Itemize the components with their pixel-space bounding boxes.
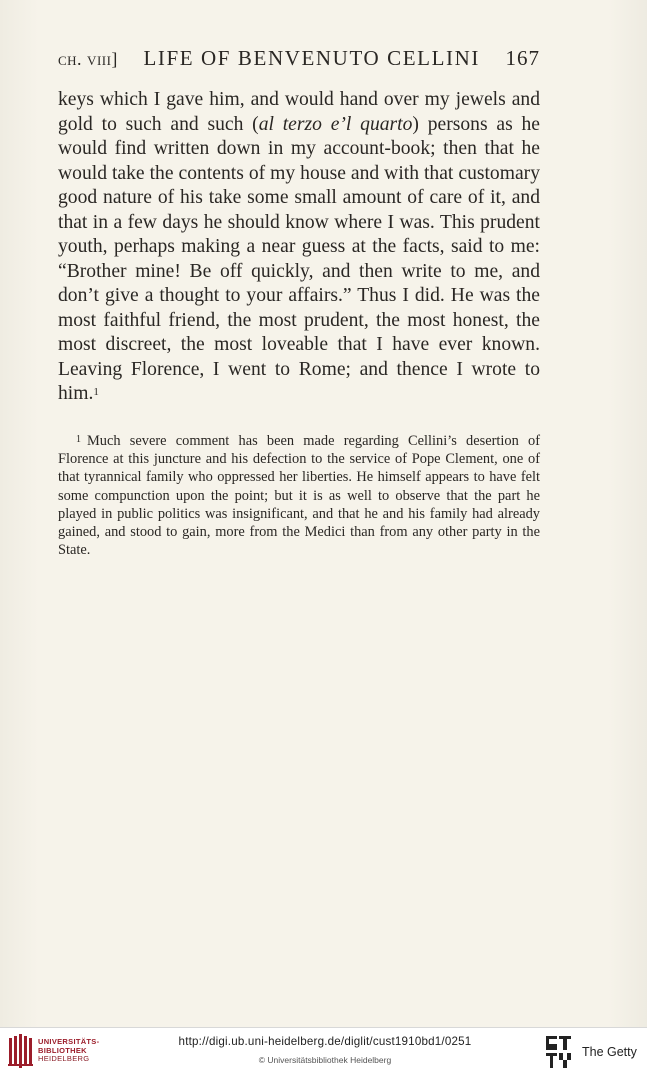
paragraph [58,88,540,407]
footnote [58,432,540,559]
footnote-text [58,432,540,559]
library-name[interactable] [38,1038,99,1064]
running-title: LIFE OF BENVENUTO CELLINI [143,46,480,70]
footnote-body: Much severe comment has been made regarding Cellini’s desertion of Florence at this juncture and his defection to the service of Pope Clement, one of that tyrannical family who oppressed her liberties. He himself appears to have felt some compunction upon the point; but it is as well to observe that the part he played in public politics was insignificant, and that he and his family had already gained, and stood to gain, more from the Medici than from any other party in the State. [58,433,540,559]
viewer-footer [0,1027,647,1076]
library-line: UNIVERSITÄTS- [38,1037,100,1046]
footnote-reference[interactable]: 1 [93,386,99,398]
chapter-marker: ch. viii] [58,49,118,69]
page-number: 167 [505,46,540,70]
library-line: BIBLIOTHEK [38,1045,87,1055]
getty-logo-icon[interactable] [544,1034,574,1070]
footnote-mark: 1 [76,434,81,445]
text-run: ) persons as he would find written down in my account-book; then that he would take the contents of my house and with that customary good nature of his take some small amount of care of it, and that in a few days he should know where I was. This prudent youth, perhaps making a near guess at the facts, said to me: “Brother mine! Be off quickly, and then write to me, and don’t give a thought to your affairs.” Thus I did. He was the most faithful friend, the most prudent, the most honest, the most discreet, the most loveable that I have ever known. Leaving Florence, I went to Rome; and thence I wrote to him. [58,113,541,404]
library-line: HEIDELBERG [38,1054,90,1063]
partner-name[interactable]: The Getty [582,1045,637,1059]
italic-phrase: al terzo e’l quarto [258,113,413,135]
permalink-url[interactable]: http://digi.ub.uni-heidelberg.de/diglit/cust1910bd1/0251 [178,1035,472,1048]
running-header [58,46,540,71]
main-text [58,88,540,407]
text-run: keys which I gave him, and would hand over my jewels and gold to such and such ( [58,89,540,135]
heidelberg-library-icon[interactable] [8,1034,34,1068]
copyright-notice: © Universitätsbibliothek Heidelberg [258,1055,392,1065]
